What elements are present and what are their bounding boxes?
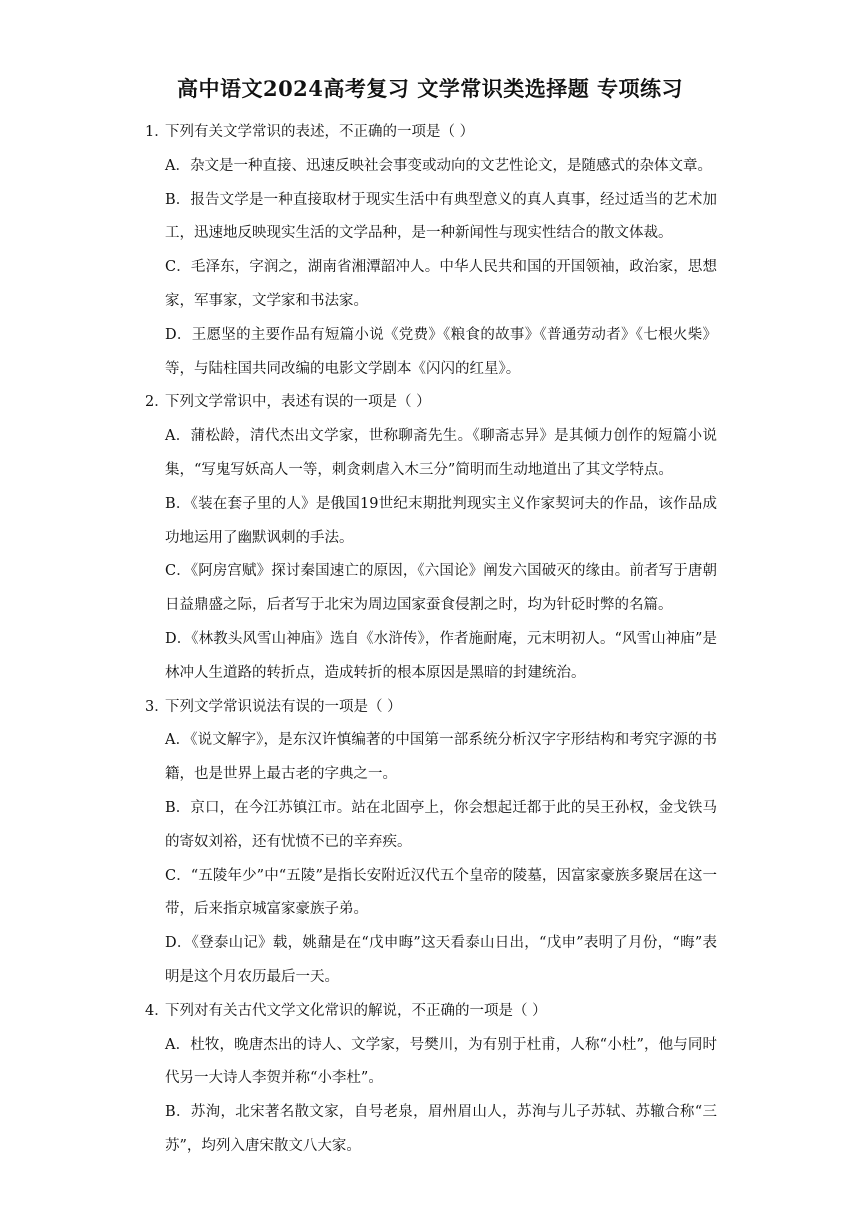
question-1	[0, 116, 860, 386]
question-stem	[0, 116, 725, 150]
option-a: A．杂文是一种直接、迅速反映社会事变或动向的文艺性论文，是随感式的杂体文章。	[165, 157, 712, 174]
option-c: C．“五陵年少”中“五陵”是指长安附近汉代五个皇帝的陵墓，因富家豪族多聚居在这一带，后来指京城富家豪族子弟。	[165, 867, 717, 918]
option-c: C．毛泽东，字润之，湖南省湘潭韶冲人。中华人民共和国的开国领袖，政治家，思想家，军事家，文学家和书法家。	[165, 259, 717, 309]
question-text: 下列对有关古代文学文化常识的解说，不正确的一项是（ ）	[165, 1002, 547, 1019]
option-d: D．《登泰山记》载，姚鼐是在“戊申晦”这天看泰山日出，“戊申”表明了月份，“晦”表明是这个月农历最后一天。	[165, 935, 717, 985]
question-text: 下列文学常识中，表述有误的一项是（ ）	[165, 394, 431, 411]
option-b: B．《装在套子里的人》是俄国19世纪末期批判现实主义作家契诃夫的作品，该作品成功地运用了幽默讽刺的手法。	[165, 495, 717, 546]
option-d: D．《林教头风雪山神庙》选自《水浒传》，作者施耐庵，元末明初人。“风雪山神庙”是林冲人生道路的转折点，造成转折的根本原因是黑暗的封建统治。	[165, 630, 717, 681]
option-b: B．京口，在今江苏镇江市。站在北固亭上，你会想起迁都于此的吴王孙权，金戈铁马的寄奴刘裕，还有忧愤不已的辛弃疾。	[165, 799, 717, 850]
question-text: 下列有关文学常识的表述，不正确的一项是（ ）	[165, 124, 475, 140]
question-stem	[0, 691, 725, 725]
option-b: B．报告文学是一种直接取材于现实生活中有典型意义的真人真事，经过适当的艺术加工，迅速地反映现实生活的文学品种，是一种新闻性与现实性结合的散文体裁。	[165, 191, 717, 242]
option-d: D．王愿坚的主要作品有短篇小说《党费》《粮食的故事》《普通劳动者》《七根火柴》等，与陆柱国共同改编的电影文学剧本《闪闪的红星》。	[165, 326, 717, 377]
document-title: 高中语文2024高考复习 文学常识类选择题 专项练习	[176, 76, 684, 101]
question-number: 2．	[145, 394, 169, 411]
option-a: A．《说文解字》，是东汉许慎编著的中国第一部系统分析汉字字形结构和考究字源的书籍，也是世界上最古老的字典之一。	[165, 732, 717, 783]
option-a: A．蒲松龄，清代杰出文学家，世称聊斋先生。《聊斋志异》是其倾力创作的短篇小说集，“写鬼写妖高人一等，刺贪刺虐入木三分”简明而生动地道出了其文学特点。	[165, 428, 717, 478]
option-c: C．《阿房宫赋》探讨秦国速亡的原因，《六国论》阐发六国破灭的缘由。前者写于唐朝日益鼎盛之际，后者写于北宋为周边国家蚕食侵割之时，均为针砭时弊的名篇。	[165, 563, 717, 614]
question-4	[0, 995, 860, 1164]
question-2	[0, 386, 860, 690]
option-a: A．杜牧，晚唐杰出的诗人、文学家，号樊川，为有别于杜甫，人称“小杜”，他与同时代另一大诗人李贺并称“小李杜”。	[165, 1036, 717, 1087]
question-text: 下列文学常识说法有误的一项是（ ）	[165, 698, 402, 715]
question-stem	[0, 995, 725, 1029]
question-number: 4．	[145, 1002, 169, 1019]
option-b: B．苏洵，北宋著名散文家，自号老泉，眉州眉山人，苏洵与儿子苏轼、苏辙合称“三苏”，均列入唐宋散文八大家。	[165, 1104, 717, 1154]
question-stem	[0, 386, 725, 420]
question-number: 1．	[145, 124, 169, 140]
question-number: 3．	[145, 698, 169, 715]
question-3	[0, 691, 860, 995]
question-list	[0, 116, 860, 1164]
